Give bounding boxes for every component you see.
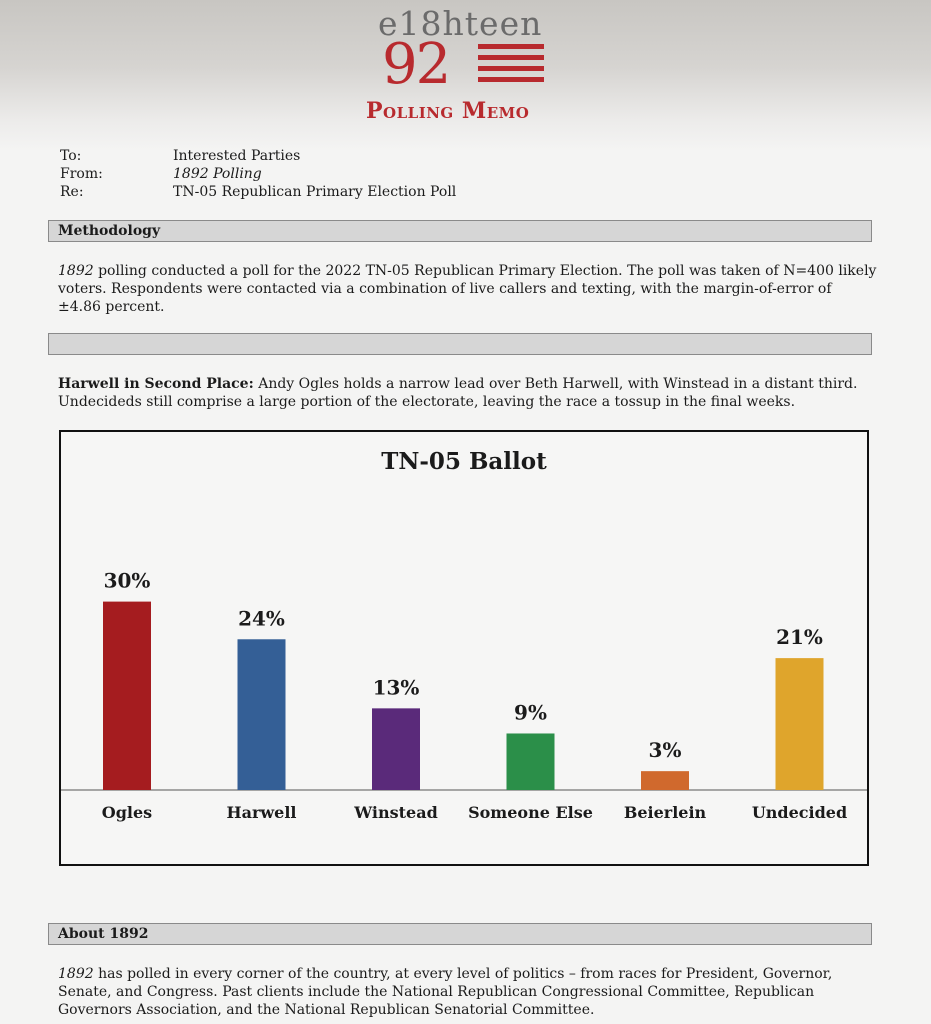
memo-row-re bbox=[60, 183, 456, 201]
chart-title: TN-05 Ballot bbox=[381, 448, 547, 475]
memo-row-to bbox=[60, 147, 456, 165]
about-body: has polled in every corner of the country, at every level of politics – from races for President, Governor, Senate, and Congress. Past clients include the National Republican Congressional Committee, Republican Governors Association, and the National Republican Senatorial Committee. bbox=[58, 966, 833, 1018]
category-label: Ogles bbox=[101, 803, 153, 822]
findings-body: Andy Ogles holds a narrow lead over Beth Harwell, with Winstead in a distant third. Undecideds still comprise a large portion of the electorate, leaving the race a tossup in the final weeks. bbox=[58, 376, 858, 410]
memo-value: Interested Parties bbox=[173, 148, 301, 164]
memo-value: 1892 Polling bbox=[173, 166, 262, 182]
memo-row-from bbox=[60, 165, 456, 183]
methodology-heading: Methodology bbox=[48, 220, 872, 242]
data-label: 24% bbox=[238, 606, 285, 631]
category-label: Winstead bbox=[354, 803, 438, 822]
memo-header bbox=[60, 147, 456, 201]
bar-ogles bbox=[103, 602, 151, 790]
logo-wordmark: e18hteen bbox=[378, 4, 543, 43]
data-label: 3% bbox=[648, 738, 682, 763]
data-label: 30% bbox=[103, 568, 151, 593]
category-label: Someone Else bbox=[468, 803, 593, 822]
findings-text bbox=[58, 375, 878, 411]
methodology-lead: 1892 bbox=[58, 263, 94, 279]
memo-title: Polling Memo bbox=[366, 98, 530, 124]
ballot-chart bbox=[59, 430, 869, 866]
memo-label: Re: bbox=[60, 184, 84, 200]
about-text bbox=[58, 965, 878, 1019]
memo-value: TN-05 Republican Primary Election Poll bbox=[173, 184, 457, 200]
bar-winstead bbox=[372, 708, 420, 790]
logo-stripes bbox=[478, 44, 544, 88]
data-label: 13% bbox=[372, 675, 420, 700]
methodology-body: polling conducted a poll for the 2022 TN-05 Republican Primary Election. The poll was taken of N=400 likely voters. Respondents were contacted via a combination of live callers and texting, with the margin-of-error of ±4.86 percent. bbox=[58, 263, 877, 315]
category-label: Beierlein bbox=[623, 803, 707, 822]
category-label: Undecided bbox=[751, 803, 848, 822]
logo-number: 92 bbox=[382, 32, 450, 97]
bar-someone-else bbox=[507, 733, 555, 790]
category-label: Harwell bbox=[226, 803, 297, 822]
data-label: 9% bbox=[514, 700, 547, 725]
memo-label: From: bbox=[60, 166, 103, 182]
about-heading: About 1892 bbox=[48, 923, 872, 945]
bar-harwell bbox=[238, 639, 286, 790]
findings-heading: Harwell in Second Place: bbox=[58, 376, 254, 392]
methodology-text bbox=[58, 262, 878, 316]
memo-label: To: bbox=[60, 148, 82, 164]
about-lead: 1892 bbox=[58, 966, 94, 982]
bar-beierlein bbox=[641, 771, 689, 790]
data-label: 21% bbox=[776, 625, 823, 650]
bar-undecided bbox=[776, 658, 824, 790]
chart-plot bbox=[61, 432, 867, 864]
blank-section-bar bbox=[48, 333, 872, 355]
